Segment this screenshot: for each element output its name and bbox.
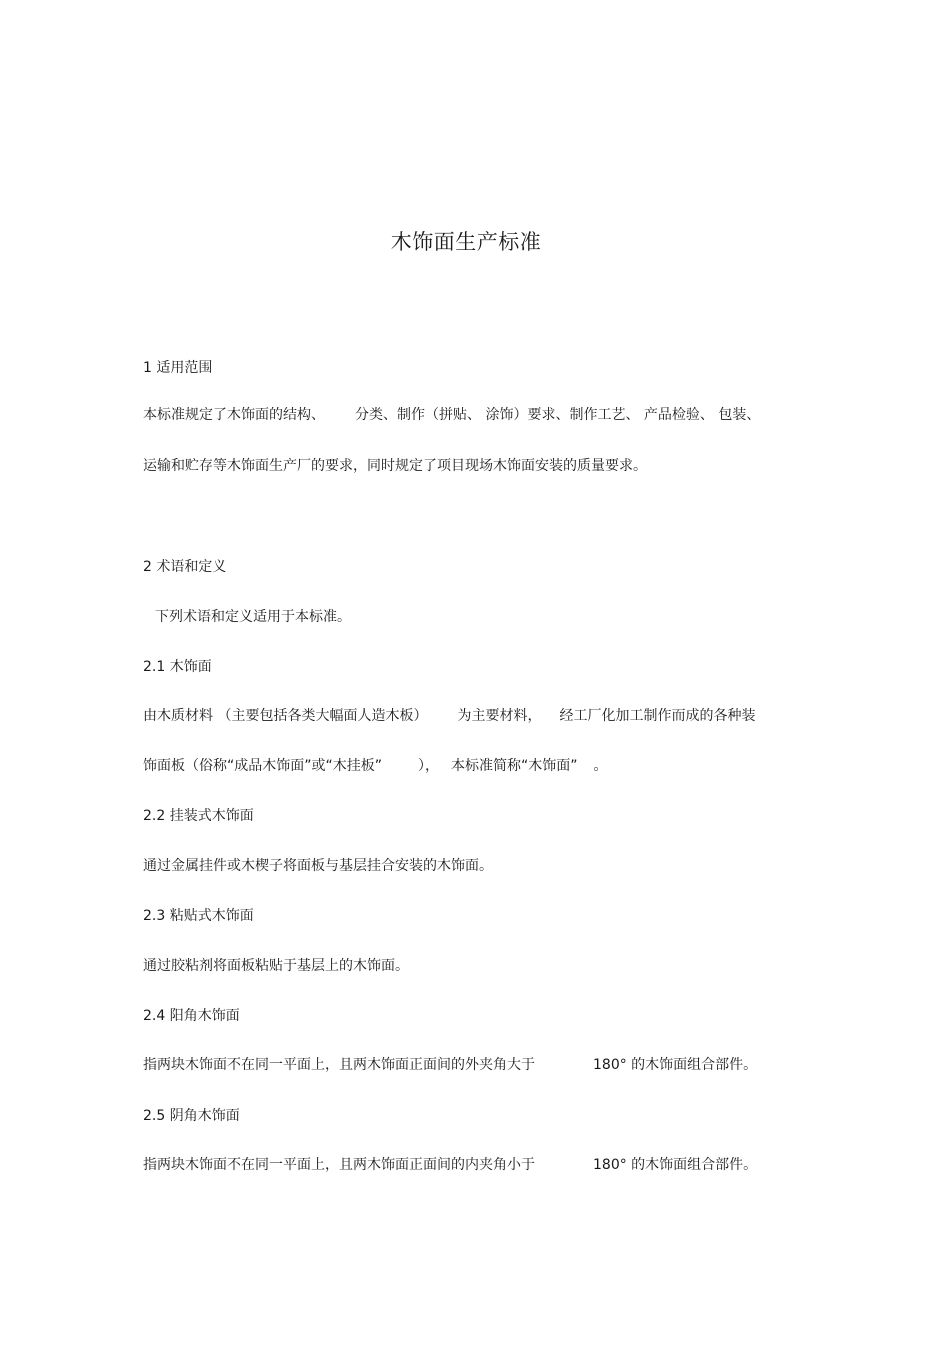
term-2-3-definition: 通过胶粘剂将面板粘贴于基层上的木饰面。	[143, 958, 409, 974]
section-2-heading: 2 术语和定义	[143, 559, 227, 575]
term-2-1-text-e: ），	[418, 758, 440, 774]
term-2-1-heading: 2.1 木饰面	[143, 659, 212, 675]
term-2-5-definition	[143, 1155, 757, 1175]
term-2-1-text-b: 为主要材料，	[457, 708, 542, 724]
term-2-5-text-a: 指两块木饰面不在同一平面上，且两木饰面正面间的内夹角小于	[143, 1157, 535, 1173]
section-1-paragraph-line-1	[143, 405, 760, 425]
section-1-text-part-b: 分类、制作（拼贴、 涂饰）要求、制作工艺、 产品检验、 包装、	[355, 407, 761, 423]
term-2-3-heading: 2.3 粘贴式木饰面	[143, 908, 254, 924]
term-2-4-text-a: 指两块木饰面不在同一平面上，且两木饰面正面间的外夹角大于	[143, 1057, 535, 1073]
section-1-text-part-a: 本标准规定了木饰面的结构、	[143, 407, 325, 423]
term-2-1-text-c: 经工厂化加工制作而成的各种装	[559, 708, 756, 724]
term-2-1-text-g: 。	[593, 758, 608, 774]
term-2-5-heading: 2.5 阴角木饰面	[143, 1108, 240, 1124]
term-2-4-definition	[143, 1055, 757, 1075]
term-2-5-text-b: 180° 的木饰面组合部件。	[593, 1157, 758, 1173]
term-2-1-text-d: 饰面板（俗称“成品木饰面”或“木挂板”	[143, 758, 383, 774]
section-1-paragraph-line-2: 运输和贮存等木饰面生产厂的要求，同时规定了项目现场木饰面安装的质量要求。	[143, 458, 647, 474]
term-2-1-text-a: 由木质材料 （主要包括各类大幅面人造木板）	[143, 708, 428, 724]
term-2-4-heading: 2.4 阳角木饰面	[143, 1008, 240, 1024]
term-2-1-text-f: 本标准简称“木饰面”	[451, 758, 578, 774]
term-2-4-text-b: 180° 的木饰面组合部件。	[593, 1057, 758, 1073]
section-2-intro: 下列术语和定义适用于本标准。	[155, 609, 351, 625]
term-2-1-definition-line-2	[143, 756, 608, 776]
term-2-2-definition: 通过金属挂件或木楔子将面板与基层挂合安装的木饰面。	[143, 858, 493, 874]
section-1-heading: 1 适用范围	[143, 360, 213, 376]
document-title: 木饰面生产标准	[390, 230, 542, 254]
term-2-2-heading: 2.2 挂装式木饰面	[143, 808, 254, 824]
term-2-1-definition-line-1	[143, 706, 755, 726]
